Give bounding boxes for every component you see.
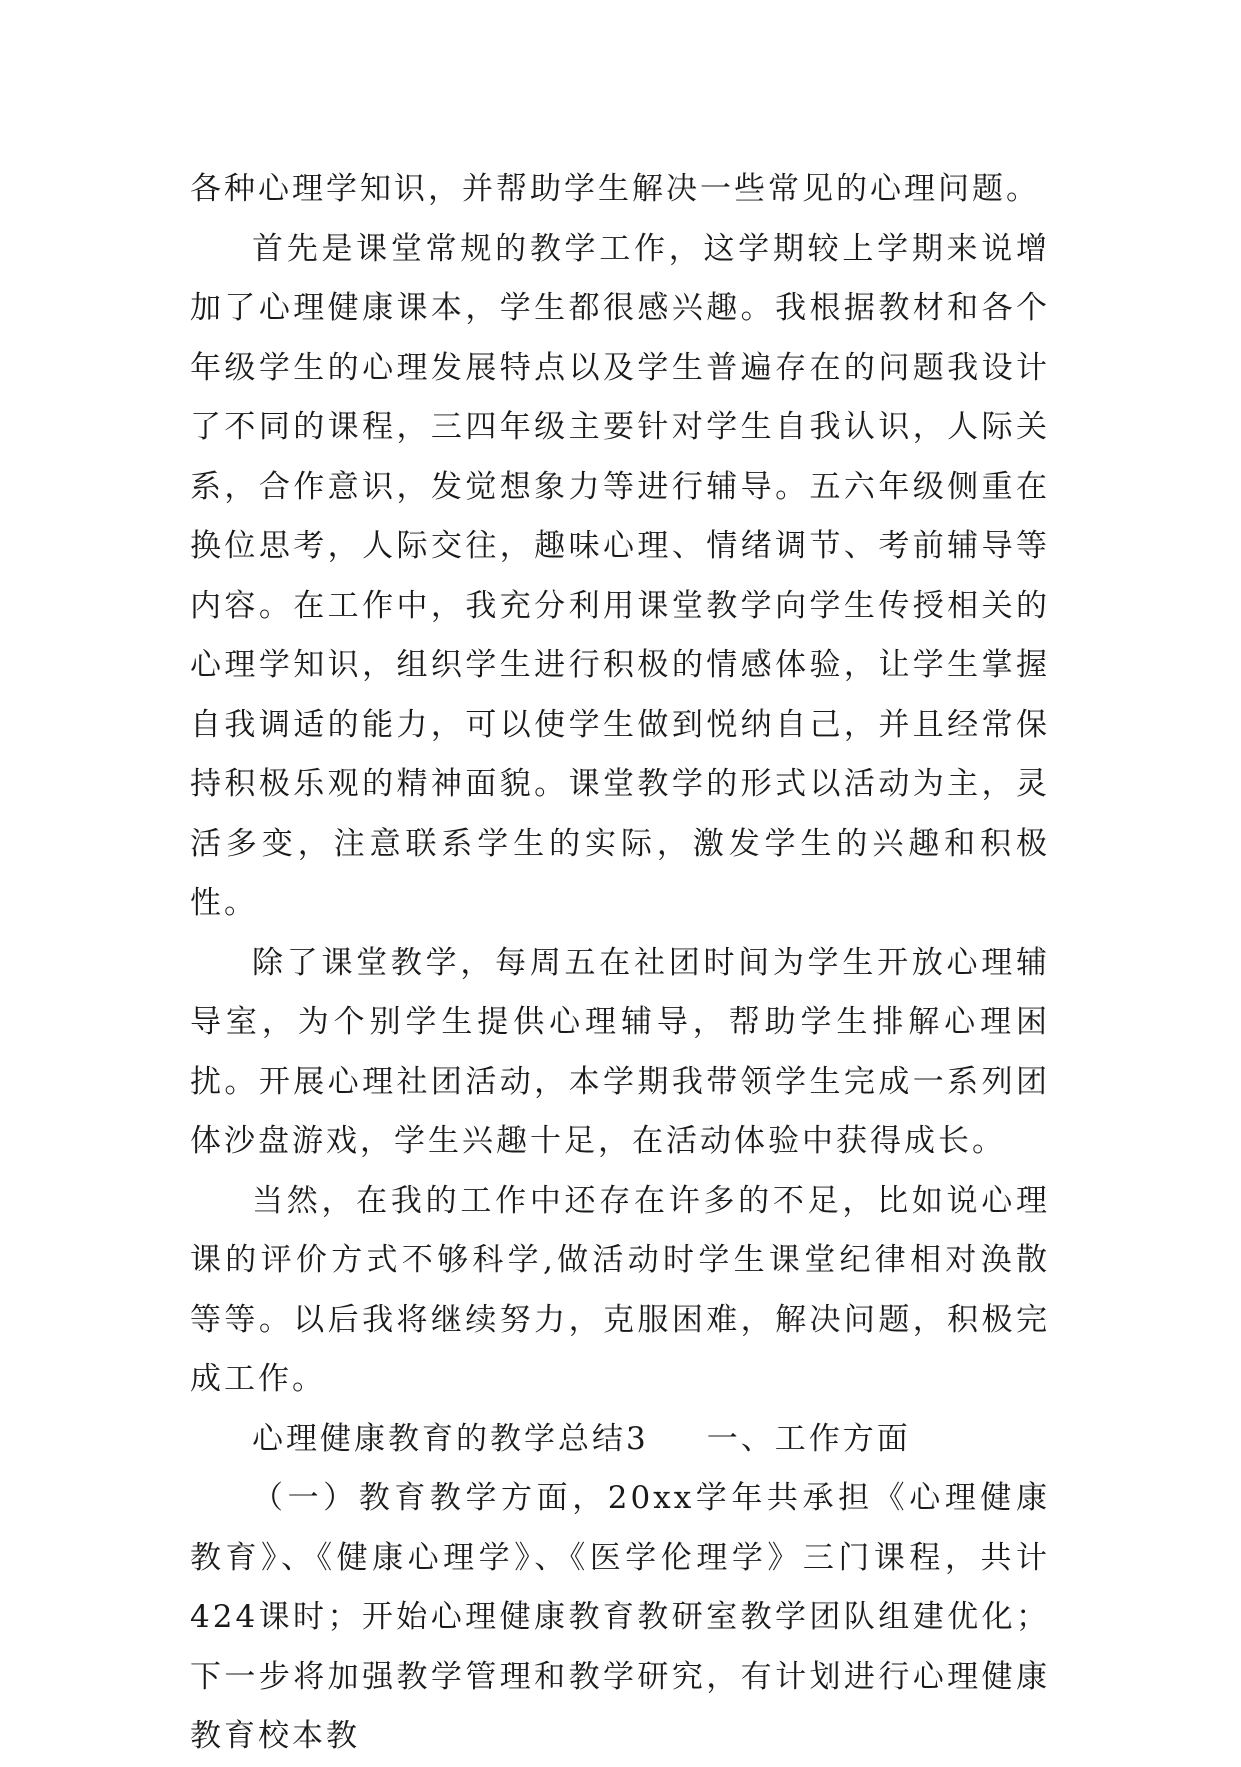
- section-heading: [190, 1410, 1050, 1470]
- paragraph-teaching-duties: （一）教育教学方面，20xx学年共承担《心理健康教育》、《健康心理学》、《医学伦理学》三门课程，共计424课时；开始心理健康教育教研室教学团队组建优化；下一步将加强教学管理和教学研究，有计划进行心理健康教育校本教: [190, 1480, 1050, 1754]
- paragraph-shortcomings: 当然，在我的工作中还存在许多的不足，比如说心理课的评价方式不够科学,做活动时学生课堂纪律相对涣散等等。以后我将继续努力，克服困难，解决问题，积极完成工作。: [190, 1182, 1050, 1397]
- paragraph-continuation: 各种心理学知识，并帮助学生解决一些常见的心理问题。: [190, 171, 1040, 207]
- section-title: 心理健康教育的教学总结3: [252, 1420, 649, 1457]
- paragraph-classroom-teaching: 首先是课堂常规的教学工作，这学期较上学期来说增加了心理健康课本，学生都很感兴趣。我根据教材和各个年级学生的心理发展特点以及学生普遍存在的问题我设计了不同的课程，三四年级主要针对学生自我认识，人际关系，合作意识，发觉想象力等进行辅导。五六年级侧重在换位思考，人际交往，趣味心理、情绪调节、考前辅导等内容。在工作中，我充分利用课堂教学向学生传授相关的心理学知识，组织学生进行积极的情感体验，让学生掌握自我调适的能力，可以使学生做到悦纳自己，并且经常保持积极乐观的精神面貌。课堂教学的形式以活动为主，灵活多变，注意联系学生的实际，激发学生的兴趣和积极性。: [190, 230, 1050, 921]
- document-body: [190, 160, 1050, 1767]
- section-subtitle: 一、工作方面: [706, 1420, 911, 1457]
- paragraph-counseling-room: 除了课堂教学，每周五在社团时间为学生开放心理辅导室，为个别学生提供心理辅导，帮助学生排解心理困扰。开展心理社团活动，本学期我带领学生完成一系列团体沙盘游戏，学生兴趣十足，在活动体验中获得成长。: [190, 944, 1050, 1159]
